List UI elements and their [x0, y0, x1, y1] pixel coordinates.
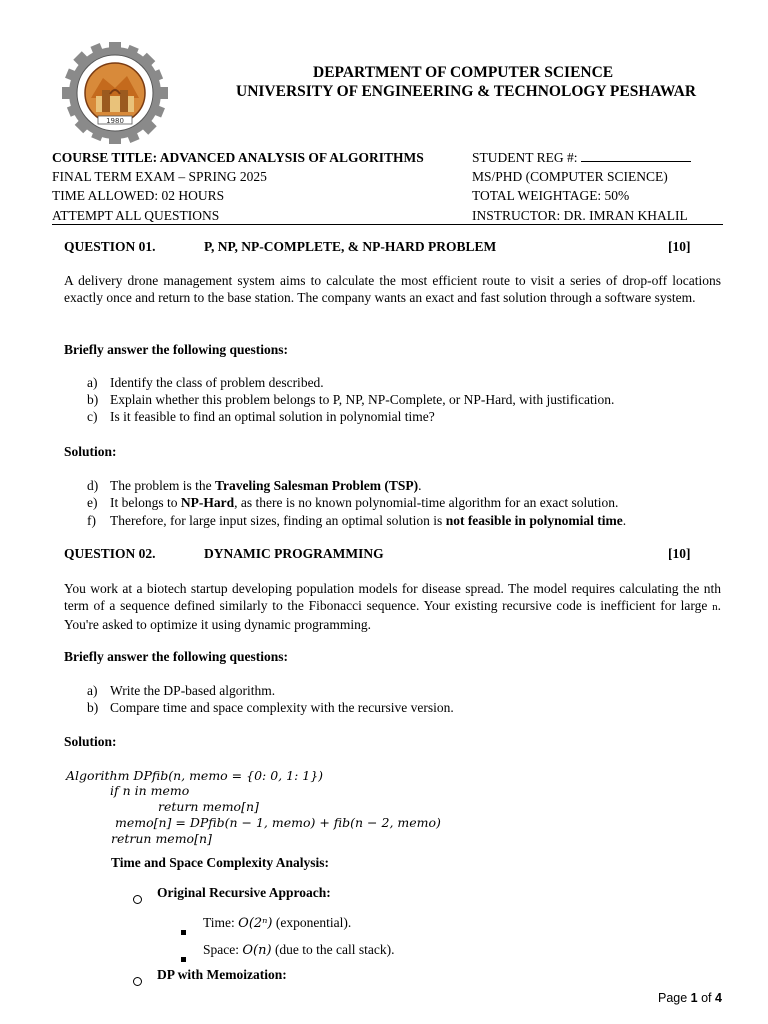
complexity-title: Time and Space Complexity Analysis: — [111, 855, 330, 870]
q2-solution-label: Solution: — [64, 734, 117, 749]
q1-item-c: c) Is it feasible to find an optimal solution in polynomial time? — [87, 409, 435, 424]
reg-label-text: STUDENT REG #: — [472, 150, 578, 165]
q1-solution-e: e) It belongs to NP-Hard, as there is no known polynomial-time algorithm for an exact solution. — [87, 495, 619, 510]
department-title: DEPARTMENT OF COMPUTER SCIENCE — [313, 64, 614, 81]
q2-number: QUESTION 02. — [64, 546, 156, 561]
exam-name: FINAL TERM EXAM – SPRING 2025 — [52, 169, 267, 184]
dp-bullet-icon — [133, 971, 142, 990]
code-line-1: Algorithm DPfib(n, memo = {0: 0, 1: 1}) — [66, 768, 324, 783]
q2-title: DYNAMIC PROGRAMMING — [204, 546, 384, 561]
code-line-5: retrun memo[n] — [111, 831, 212, 846]
square-bullet-icon — [181, 920, 186, 939]
q1-solution-label: Solution: — [64, 444, 117, 459]
q2-paragraph: You work at a biotech startup developing population models for disease spread. The model requires calculating the nth term of a sequence defined similarly to the Fibonacci sequence. Your existing recursive code is inefficient for large n. You're asked to optimize it using dynamic programming. — [64, 581, 721, 632]
code-line-2: if n in memo — [110, 783, 190, 798]
attempt-note: ATTEMPT ALL QUESTIONS — [52, 208, 220, 223]
orig-title: Original Recursive Approach: — [157, 885, 331, 900]
q1-title: P, NP, NP-COMPLETE, & NP-HARD PROBLEM — [204, 239, 497, 254]
q1-item-a: a) Identify the class of problem described. — [87, 375, 324, 390]
q2-brief: Briefly answer the following questions: — [64, 649, 289, 664]
orig-space: Space: O(n) (due to the call stack). — [203, 942, 395, 958]
logo-year: 1980 — [106, 117, 124, 125]
q1-paragraph: A delivery drone management system aims to calculate the most efficient route to visit a series of drop-off locations exactly once and return to the base station. The company wants an exact and fast solution through a software system. — [64, 273, 721, 305]
orig-bullet-icon — [133, 889, 142, 908]
student-reg-label — [472, 148, 691, 167]
university-title: UNIVERSITY OF ENGINEERING & TECHNOLOGY PESHAWAR — [236, 83, 697, 100]
course-title: COURSE TITLE: ADVANCED ANALYSIS OF ALGORITHMS — [52, 150, 424, 165]
dp-title: DP with Memoization: — [157, 967, 287, 982]
time-allowed: TIME ALLOWED: 02 HOURS — [52, 188, 225, 203]
q1-brief: Briefly answer the following questions: — [64, 342, 289, 357]
orig-time: Time: O(2ⁿ) (exponential). — [203, 915, 352, 931]
program: MS/PHD (COMPUTER SCIENCE) — [472, 169, 668, 184]
q2-marks: [10] — [668, 546, 691, 561]
q1-solution-d: d) The problem is the Traveling Salesman Problem (TSP). — [87, 478, 422, 493]
q1-number: QUESTION 01. — [64, 239, 156, 254]
total-weightage: TOTAL WEIGHTAGE: 50% — [472, 188, 630, 203]
q1-marks: [10] — [668, 239, 691, 254]
page-number: Page 1 of 4 — [658, 991, 722, 1005]
q1-item-b: b) Explain whether this problem belongs to P, NP, NP-Complete, or NP-Hard, with justification. — [87, 392, 615, 407]
university-logo — [58, 38, 172, 148]
q2-item-b: b) Compare time and space complexity with the recursive version. — [87, 700, 454, 715]
code-line-3: return memo[n] — [158, 799, 259, 814]
header-divider — [52, 224, 723, 225]
q1-solution-f: f) Therefore, for large input sizes, finding an optimal solution is not feasible in polynomial time. — [87, 513, 627, 528]
q2-item-a: a) Write the DP-based algorithm. — [87, 683, 276, 698]
reg-number-blank[interactable] — [581, 149, 691, 162]
square-bullet-icon — [181, 947, 186, 966]
code-line-4: memo[n] = DPfib(n − 1, memo) + fib(n − 2, memo) — [115, 815, 441, 830]
instructor: INSTRUCTOR: DR. IMRAN KHALIL — [472, 208, 688, 223]
